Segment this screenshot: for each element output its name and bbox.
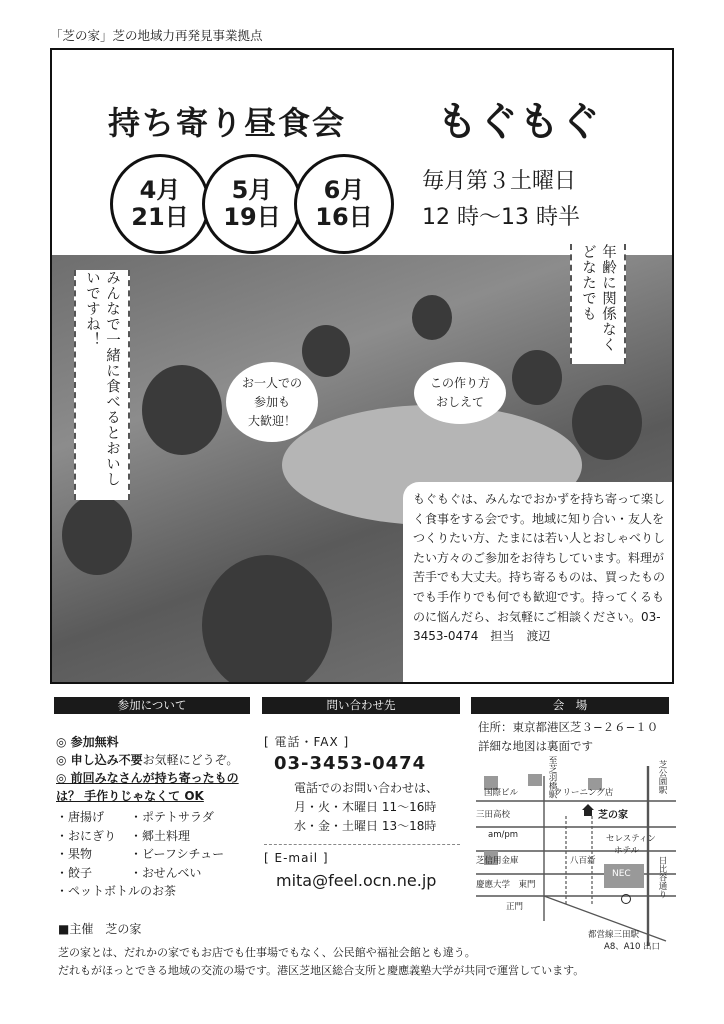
food-item: ・おせんべい xyxy=(130,865,202,880)
hours-weekday-2: 水・金・土曜日 13〜18時 xyxy=(294,819,437,833)
map-label: ホテル xyxy=(614,846,640,856)
photo-person-shape xyxy=(572,385,642,460)
food-item: ・ペットボトルのお茶 xyxy=(56,884,177,899)
contact-divider xyxy=(264,844,460,845)
phone-label: [ 電話・FAX ] xyxy=(264,735,350,749)
no-signup-detail: お気軽にどうぞ。 xyxy=(142,753,239,767)
bubble-text: この作り方 xyxy=(429,376,490,390)
organizer-description xyxy=(58,944,584,980)
food-item: ・ポテトサラダ xyxy=(130,810,214,824)
map-label: クリーニング店 xyxy=(554,788,614,798)
map-label-shibanoie: 芝の家 xyxy=(598,810,628,821)
food-item: ・果物 xyxy=(56,847,93,862)
contact-info xyxy=(264,733,464,890)
schedule xyxy=(422,164,580,236)
schedule-day: 毎月第３土曜日 xyxy=(422,169,577,194)
map-label: セレスティン xyxy=(606,834,656,844)
map-label: 日比谷通り xyxy=(657,856,667,899)
photo-person-shape xyxy=(302,325,350,377)
previous-items-note: ◎ 前回みなさんが持ち寄ったものは？ 手作りじゃなくて OK xyxy=(56,771,239,803)
hours-intro: 電話でのお問い合わせは、 xyxy=(294,781,439,795)
section-title-contact: 問い合わせ先 xyxy=(262,697,460,714)
food-item: ・おにぎり xyxy=(56,828,117,843)
free-note: ◎ 参加無料 xyxy=(56,735,119,749)
venue-address: 住所：東京都港区芝３−２６−１０ xyxy=(478,720,659,734)
phone-number[interactable]: 03-3453-0474 xyxy=(274,753,427,774)
organizer-desc-line: だれもがほっとできる地域の交流の場です。港区芝地区総合支所と慶應義塾大学が共同で運営しています。 xyxy=(58,964,585,977)
photo-person-shape xyxy=(202,555,332,684)
flyer-panel xyxy=(50,48,674,684)
section-title-join: 参加について xyxy=(54,697,250,714)
vertical-message-right: 年齢に関係なくどなたでも xyxy=(570,244,626,364)
map-label: 芝公園駅 xyxy=(657,760,667,794)
food-item: ・餃子 xyxy=(56,865,93,880)
section-title-venue: 会 場 xyxy=(471,697,669,714)
map-label: 三田高校 xyxy=(476,810,511,820)
date-day: 19日 xyxy=(223,203,281,231)
map-label: A8、A10 出口 xyxy=(604,942,661,952)
date-month: 5月 xyxy=(231,176,273,204)
date-month: 6月 xyxy=(323,176,365,204)
map-label: 国際ビル xyxy=(484,788,519,798)
food-list xyxy=(56,808,260,901)
bubble-text: 大歓迎！ xyxy=(247,413,296,428)
venue-info xyxy=(478,718,658,756)
bubble-text: おしえて xyxy=(435,395,484,409)
no-signup-note: ◎ 申し込み不要 xyxy=(56,753,143,767)
date-month: 4月 xyxy=(139,176,181,204)
photo-person-shape xyxy=(512,350,562,405)
hours-weekday-1: 月・火・木曜日 11〜16時 xyxy=(294,800,437,814)
date-may xyxy=(202,154,302,254)
email-label: [ E-mail ] xyxy=(264,851,329,865)
photo-person-shape xyxy=(62,495,132,575)
date-june xyxy=(294,154,394,254)
schedule-time: 12 時〜13 時半 xyxy=(422,205,580,230)
speech-bubble-recipe xyxy=(414,362,506,424)
organizer-desc-line: 芝の家とは、だれかの家でもお店でも仕事場でもなく、公民館や福祉会館とも違う。 xyxy=(58,946,476,959)
map-label: 八百新 xyxy=(570,856,596,866)
food-item: ・唐揚げ xyxy=(56,810,105,824)
email-address[interactable]: mita@feel.ocn.ne.jp xyxy=(276,871,437,890)
food-item: ・ビーフシチュー xyxy=(130,847,225,862)
date-day: 21日 xyxy=(131,203,189,231)
map-note: 詳細な地図は裏面です xyxy=(478,739,593,753)
venue-map xyxy=(476,756,676,956)
event-nickname: もぐもぐ xyxy=(437,99,601,145)
map-label: 慶應大学 東門 xyxy=(476,880,536,890)
header-line: 「芝の家」芝の地域力再発見事業拠点 xyxy=(50,28,263,43)
speech-bubble-welcome xyxy=(226,362,318,442)
photo-person-shape xyxy=(412,295,452,340)
map-label: 至芝羽橋駅 xyxy=(547,756,557,799)
vertical-message-left: みんなで一緒に食べるとおいしいですね！ xyxy=(74,270,130,500)
photo-person-shape xyxy=(142,365,222,455)
date-april xyxy=(110,154,210,254)
map-label: 正門 xyxy=(506,902,524,912)
map-label: 都営線三田駅 xyxy=(588,930,640,940)
map-label: NEC xyxy=(612,869,631,879)
map-label: 芝信用金庫 xyxy=(476,856,519,866)
event-description: もぐもぐは、みんなでおかずを持ち寄って楽しく食事をする会です。地域に知り合い・友人をつくりたい方、たまには若い人とおしゃべりしたい方々のご参加をお待ちしています。料理が苦手でも大丈夫。持ち寄るものは、買ったものでも手作りでも何でも歓迎です。持ってくるものに悩んだら、お気軽にご相談ください。03-3453-0474 担当 渡辺 xyxy=(403,482,674,682)
date-day: 16日 xyxy=(315,203,373,231)
organizer-label: ■主催 芝の家 xyxy=(58,922,142,936)
bubble-text: 参加も xyxy=(253,394,290,409)
event-title: 持ち寄り昼食会 xyxy=(108,104,347,142)
map-label: am/pm xyxy=(488,830,519,840)
join-info xyxy=(56,733,256,805)
bubble-text: お一人での xyxy=(241,375,302,390)
food-item: ・郷土料理 xyxy=(130,828,191,843)
